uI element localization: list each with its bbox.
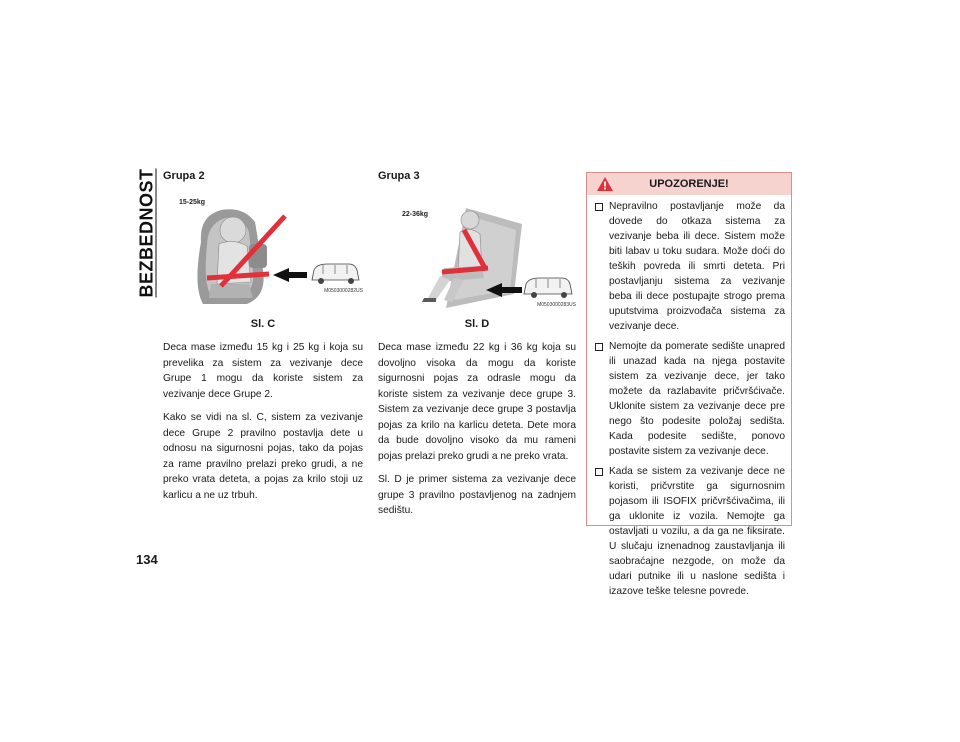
warning-item-text: Nemojte da pomerate sedište unapred ili unazad kada na njega postavite sistem za vezivanje dece, jer tako možete da razlabavite pričvršćivače. Uklonite sistem za vezivanje dece pre nego što podesite položaj sedišta. Kada podesite sedište, ponovo postavite sistem za vezivanje dece. <box>609 341 785 457</box>
bullet-square-icon <box>595 203 603 211</box>
group3-figure <box>378 186 576 312</box>
group2-paragraph-2: Kako se vidi na sl. C, sistem za vezivanje dece Grupe 2 pravilno postavlja dete u odnosu na sigurnosni pojas, tako da pojas za rame pravilno prelazi preko grudi, a ne preko vrata deteta, a pojas za krilo stoji uz karlicu a ne uz trbuh. <box>163 412 363 501</box>
warning-box <box>586 172 792 597</box>
section-tab <box>136 168 158 298</box>
group2-column <box>163 170 363 511</box>
page-number: 134 <box>136 552 158 567</box>
section-tab-label: BEZBEDNOST <box>136 168 157 298</box>
group2-image-code: M0503000282US <box>324 288 363 294</box>
group2-paragraph-1: Deca mase između 15 kg i 25 kg i koja su prevelika za sistem za vezivanje dece Grupe 1 mogu da koriste sistem za vezivanje dece Grupe 2. <box>163 342 363 400</box>
warning-item-text: Kada se sistem za vezivanje dece ne koristi, pričvrstite ga sigurnosnim pojasom ili ISOFIX pričvršćivačima, ili ga uklonite iz vozila. Nemojte ga ostavljati u vozilu, a da ga ne fiksirate. U slučaju iznenadnog zaustavljanja ili saobraćajne nezgode, on može da udari putnike ili u naslone sedišta i izazove teške telesne povrede. <box>609 466 785 597</box>
group3-paragraph-2: Sl. D je primer sistema za vezivanje dece grupe 3 pravilno postavljenog na zadnjem sedištu. <box>378 474 576 516</box>
group3-weight-label: 22-36kg <box>402 211 429 218</box>
warning-item <box>593 199 785 334</box>
warning-item-text: Nepravilno postavljanje može da dovede do otkaza sistema za vezivanje beba ili dece. Sistem može biti labav u toku sudara. Može doći do teških povreda ili smrti deteta. Pri postavljanju sistema za vezivanje beba ili dece postupajte strogo prema uputstvima proizvođača sistema za vezivanje dece. <box>609 201 785 332</box>
booster-cushion-illustration <box>378 186 576 312</box>
group3-paragraph-1: Deca mase između 22 kg i 36 kg koja su dovoljno visoka da mogu da koriste sigurnosni pojas za odrasle mogu da koriste sistem za vezivanje dece grupe 3. Sistem za vezivanje dece grupe 3 postavlja pojas za krilo na karlicu deteta. Dete mora da bude dovoljno visoko da mu rameni pojas prelazi preko grudi a ne preko vrata. <box>378 342 576 462</box>
warning-header <box>587 173 791 195</box>
warning-item <box>593 339 785 459</box>
warning-title: UPOZORENJE! <box>649 178 729 190</box>
group3-caption: Sl. D <box>464 318 490 330</box>
warning-item <box>593 464 785 599</box>
bullet-square-icon <box>595 343 603 351</box>
group3-image-code: M0503000283US <box>537 302 576 308</box>
bullet-square-icon <box>595 468 603 476</box>
group2-caption: Sl. C <box>250 318 276 330</box>
group2-weight-label: 15-25kg <box>179 199 206 206</box>
warning-list <box>587 195 791 599</box>
group2-heading: Grupa 2 <box>163 170 205 182</box>
group3-heading: Grupa 3 <box>378 170 420 182</box>
group2-figure <box>163 186 363 312</box>
warning-triangle-icon <box>596 176 614 192</box>
group3-column <box>378 170 576 527</box>
booster-seat-illustration <box>163 186 363 312</box>
